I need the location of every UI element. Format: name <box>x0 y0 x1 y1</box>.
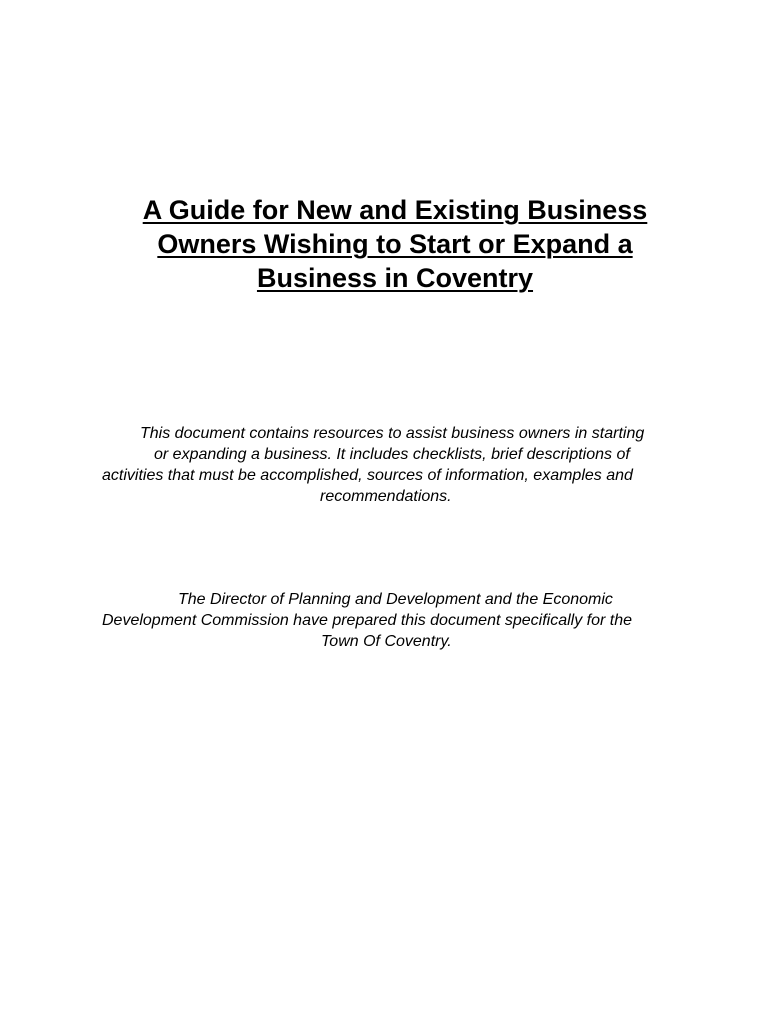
intro-line-2: or expanding a business. It includes checklists, brief descriptions of <box>154 446 630 463</box>
title-line-1: A Guide for New and Existing Business <box>142 195 648 225</box>
intro-line-3: activities that must be accomplished, sources of information, examples and <box>102 467 633 484</box>
intro-paragraph <box>92 423 702 507</box>
credit-line-3: Town Of Coventry. <box>321 633 452 650</box>
document-title <box>100 193 690 295</box>
credit-line-2: Development Commission have prepared this document specifically for the <box>102 612 633 629</box>
credit-line-1: The Director of Planning and Development and the Economic <box>178 591 613 608</box>
intro-line-4: recommendations. <box>320 488 452 505</box>
title-line-2: Owners Wishing to Start or Expand a <box>157 229 633 259</box>
credit-paragraph <box>92 589 702 652</box>
intro-line-1: This document contains resources to assist business owners in starting <box>140 425 645 442</box>
title-line-3: Business in Coventry <box>256 263 534 293</box>
